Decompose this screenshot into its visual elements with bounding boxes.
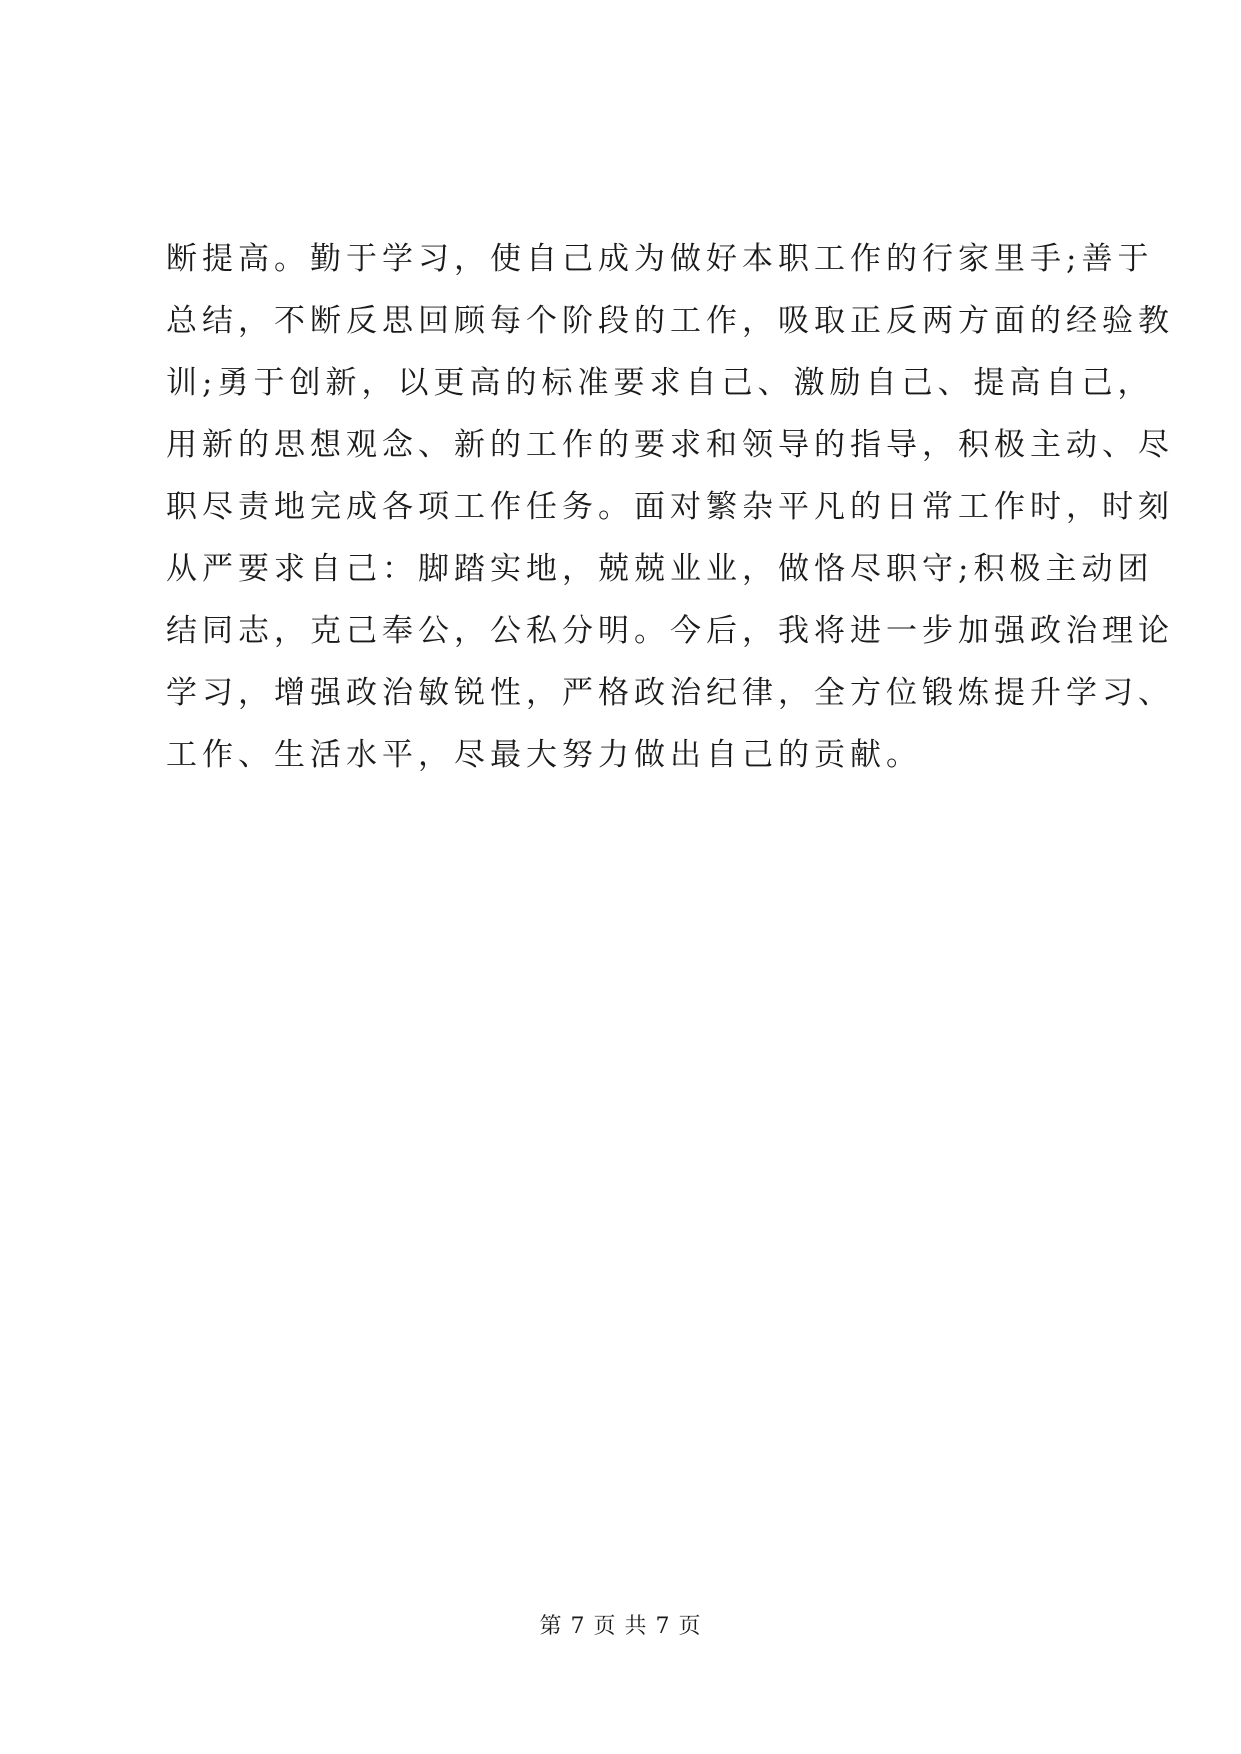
page-footer: 第 7 页 共 7 页 (539, 1614, 702, 1639)
text-line: 总结，不断反思回顾每个阶段的工作，吸取正反两方面的经验教 (166, 303, 1174, 339)
text-line: 工作、生活水平，尽最大努力做出自己的贡献。 (166, 737, 922, 773)
text-line: 学习，增强政治敏锐性，严格政治纪律，全方位锻炼提升学习、 (166, 675, 1174, 711)
text-line: 断提高。勤于学习，使自己成为做好本职工作的行家里手;善于 (166, 241, 1154, 277)
text-line: 训;勇于创新，以更高的标准要求自己、激励自己、提高自己， (166, 365, 1154, 401)
text-line: 结同志，克己奉公，公私分明。今后，我将进一步加强政治理论 (166, 613, 1174, 649)
text-line: 职尽责地完成各项工作任务。面对繁杂平凡的日常工作时，时刻 (166, 489, 1174, 525)
body-paragraph (166, 228, 1174, 786)
text-line: 从严要求自己：脚踏实地，兢兢业业，做恪尽职守;积极主动团 (166, 551, 1154, 587)
text-line: 用新的思想观念、新的工作的要求和领导的指导，积极主动、尽 (166, 427, 1174, 463)
